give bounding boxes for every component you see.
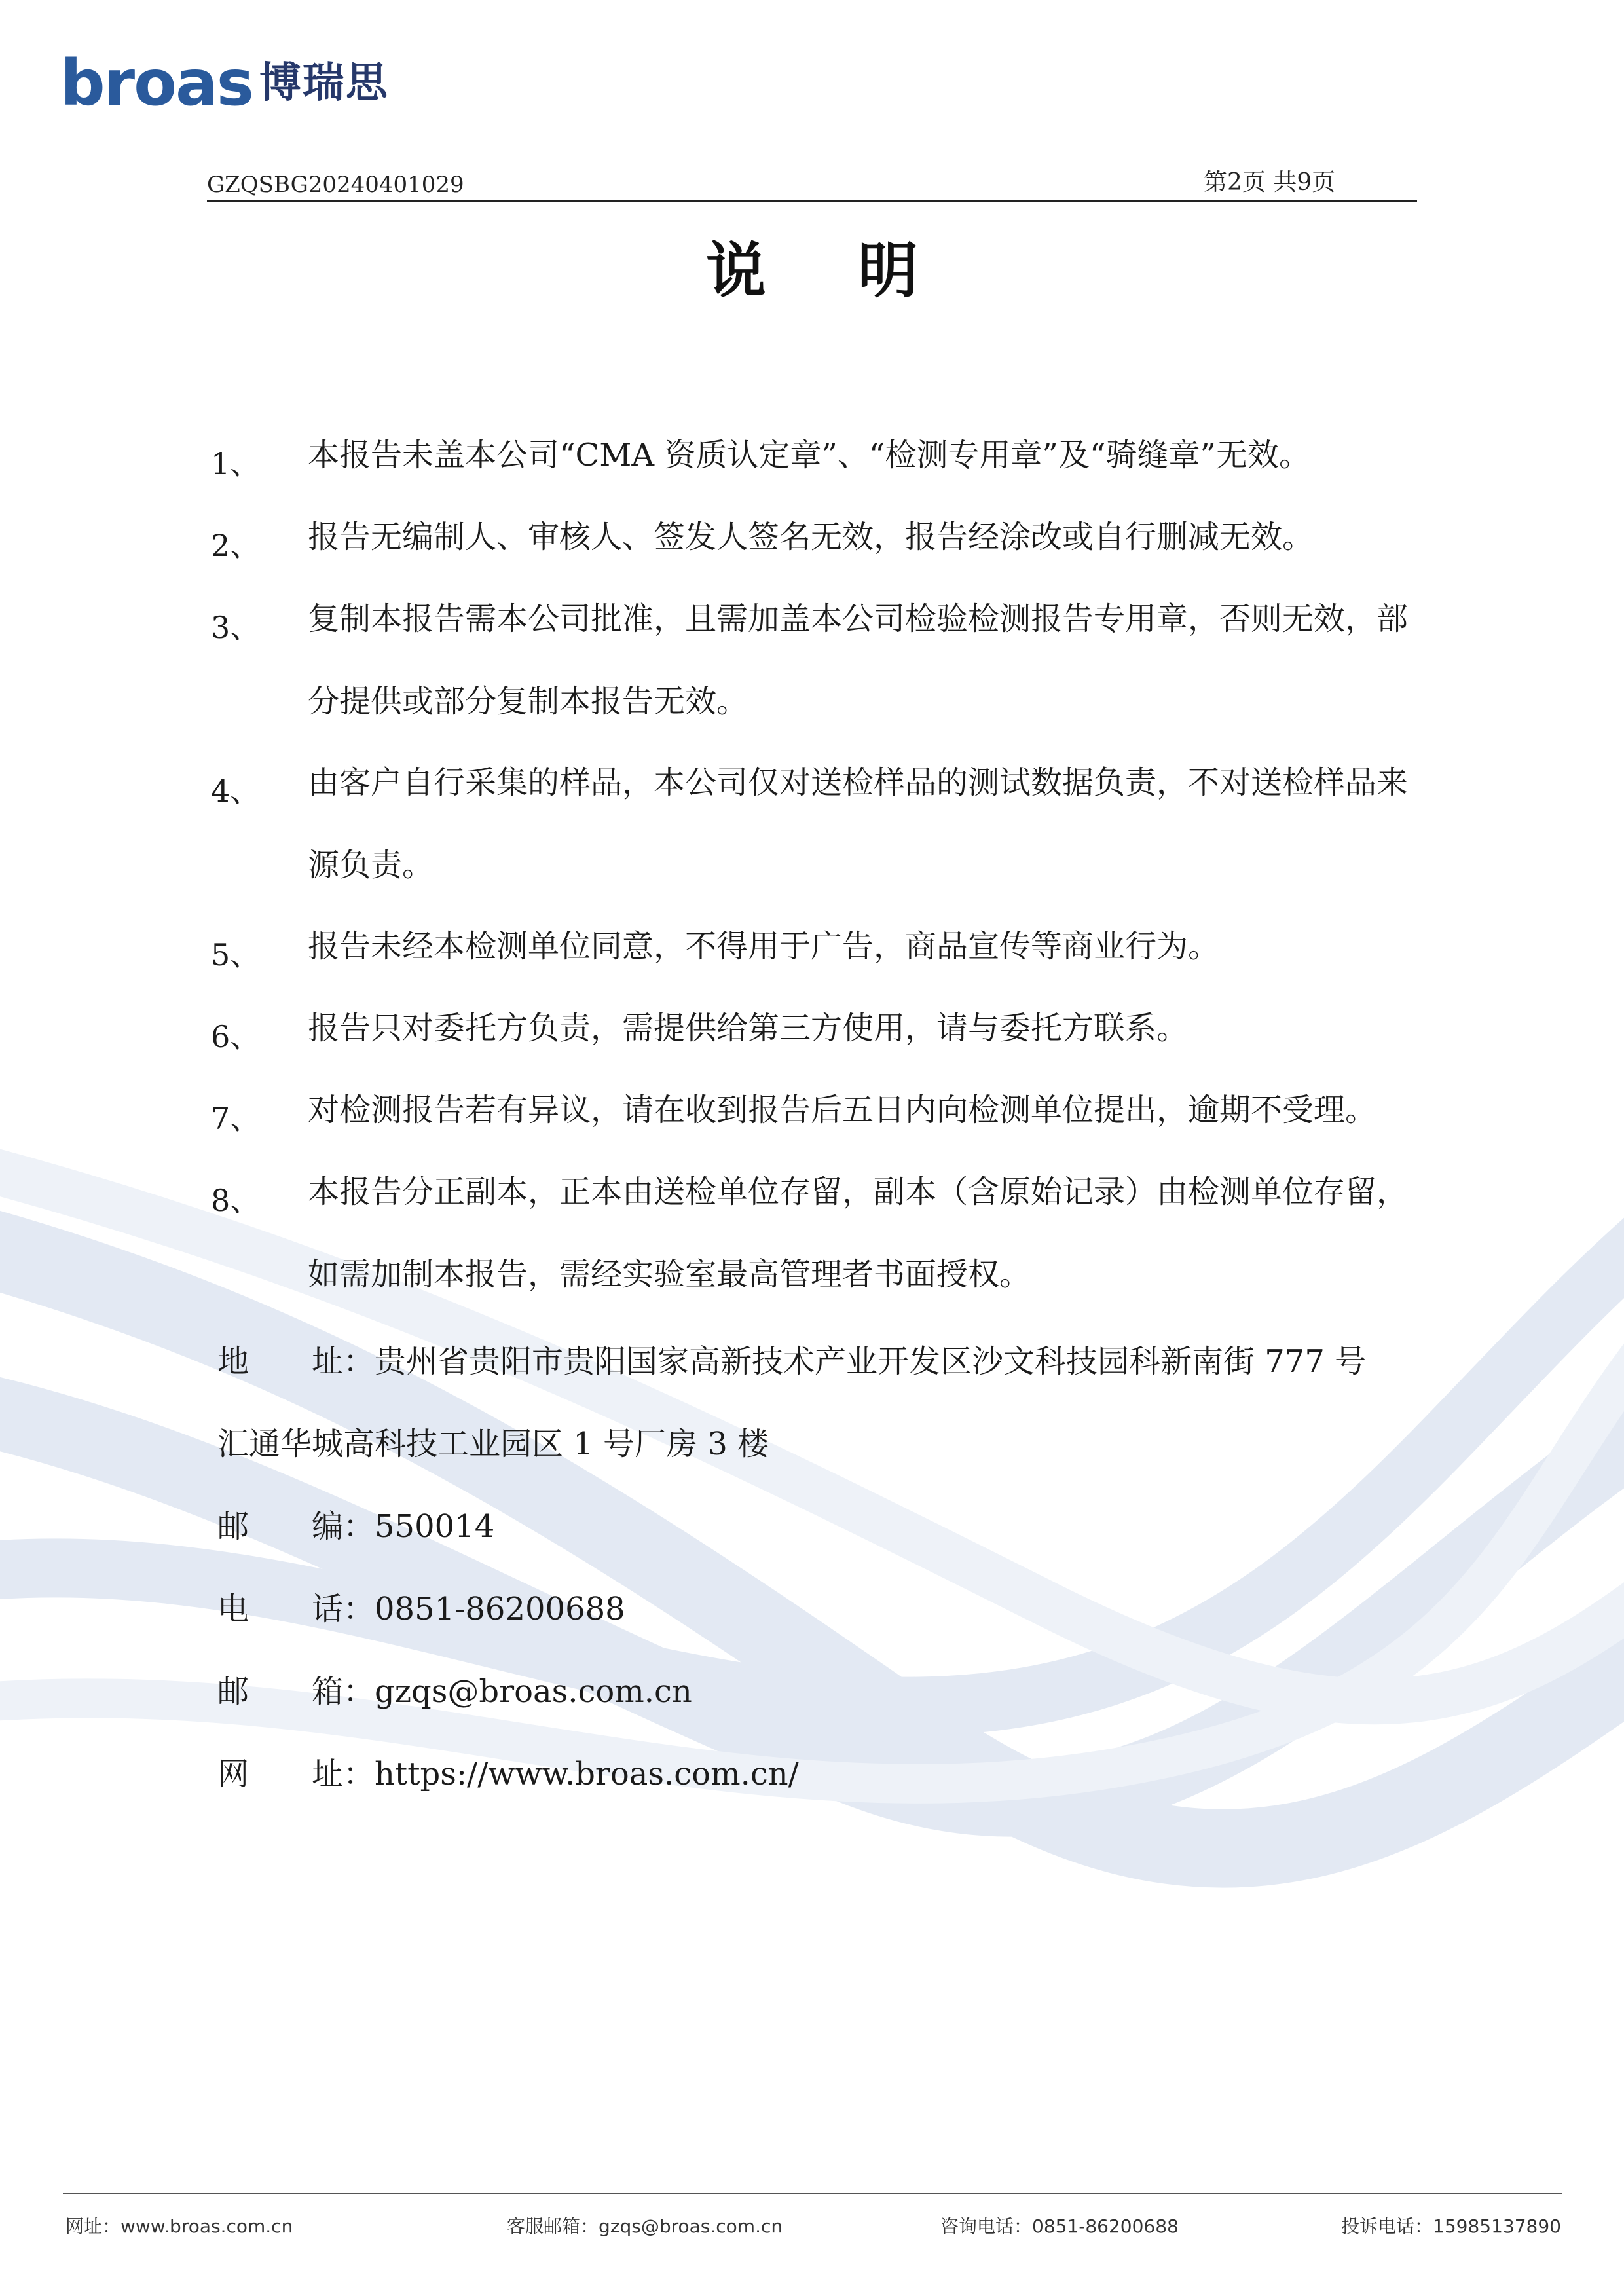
website-value: https://www.broas.com.cn/ — [375, 1756, 799, 1792]
phone-value: 0851-86200688 — [375, 1591, 625, 1627]
email-value: gzqs@broas.com.cn — [375, 1673, 692, 1710]
logo-latin-text: broas — [60, 46, 253, 120]
footer-complaint: 投诉电话：15985137890 — [1341, 2215, 1561, 2237]
phone-row — [217, 1583, 625, 1629]
footer-email: 客服邮箱：gzqs@broas.com.cn — [507, 2215, 783, 2237]
note-number: 2、 — [211, 528, 261, 563]
note-text: 对检测报告若有异议，请在收到报告后五日内向检测单位提出，逾期不受理。 — [308, 1092, 1377, 1128]
note-text: 本报告分正副本，正本由送检单位存留，副本（含原始记录）由检测单位存留，如需加制本报告，需经实验室最高管理者书面授权。 — [308, 1174, 1409, 1293]
report-number: GZQSBG20240401029 — [207, 172, 464, 198]
note-text: 本报告未盖本公司“CMA 资质认定章”、“检测专用章”及“骑缝章”无效。 — [308, 437, 1311, 473]
note-text: 报告无编制人、审核人、签发人签名无效，报告经涂改或自行删减无效。 — [308, 519, 1314, 555]
note-text: 复制本报告需本公司批准，且需加盖本公司检验检测报告专用章，否则无效，部分提供或部分复制本报告无效。 — [308, 601, 1409, 720]
postcode-label: 邮 编： — [217, 1508, 375, 1545]
note-number: 8、 — [211, 1183, 261, 1218]
note-text: 报告只对委托方负责，需提供给第三方使用，请与委托方联系。 — [308, 1010, 1189, 1046]
footer-hotline: 咨询电话：0851-86200688 — [940, 2215, 1179, 2237]
note-number: 5、 — [211, 937, 261, 972]
logo-chinese-text: 博瑞思 — [259, 59, 389, 107]
address-line1: 贵州省贵阳市贵阳国家高新技术产业开发区沙文科技园科新南街 777 号 — [375, 1343, 1367, 1380]
address-row — [217, 1336, 1366, 1381]
website-row — [217, 1749, 799, 1794]
page-info: 第2页 共9页 — [1204, 169, 1336, 196]
footer-rule — [63, 2193, 1562, 2194]
note-number: 4、 — [211, 773, 261, 809]
footer-website: 网址：www.broas.com.cn — [65, 2215, 293, 2237]
page-title: 说明 — [705, 235, 1010, 306]
email-label: 邮 箱： — [217, 1673, 375, 1710]
note-text: 由客户自行采集的样品，本公司仅对送检样品的测试数据负责，不对送检样品来源负责。 — [308, 764, 1409, 883]
address-line2: 汇通华城高科技工业园区 1 号厂房 3 楼 — [217, 1426, 769, 1462]
postcode-row — [217, 1501, 494, 1546]
note-number: 7、 — [211, 1101, 261, 1136]
note-text: 报告未经本检测单位同意，不得用于广告，商品宣传等商业行为。 — [308, 928, 1220, 965]
note-number: 6、 — [211, 1019, 261, 1054]
postcode-value: 550014 — [375, 1508, 495, 1545]
note-number: 1、 — [211, 446, 261, 481]
email-row — [217, 1666, 692, 1711]
address-label: 地 址： — [217, 1343, 375, 1380]
phone-label: 电 话： — [217, 1591, 375, 1627]
note-number: 3、 — [211, 610, 261, 645]
website-label: 网 址： — [217, 1756, 375, 1792]
